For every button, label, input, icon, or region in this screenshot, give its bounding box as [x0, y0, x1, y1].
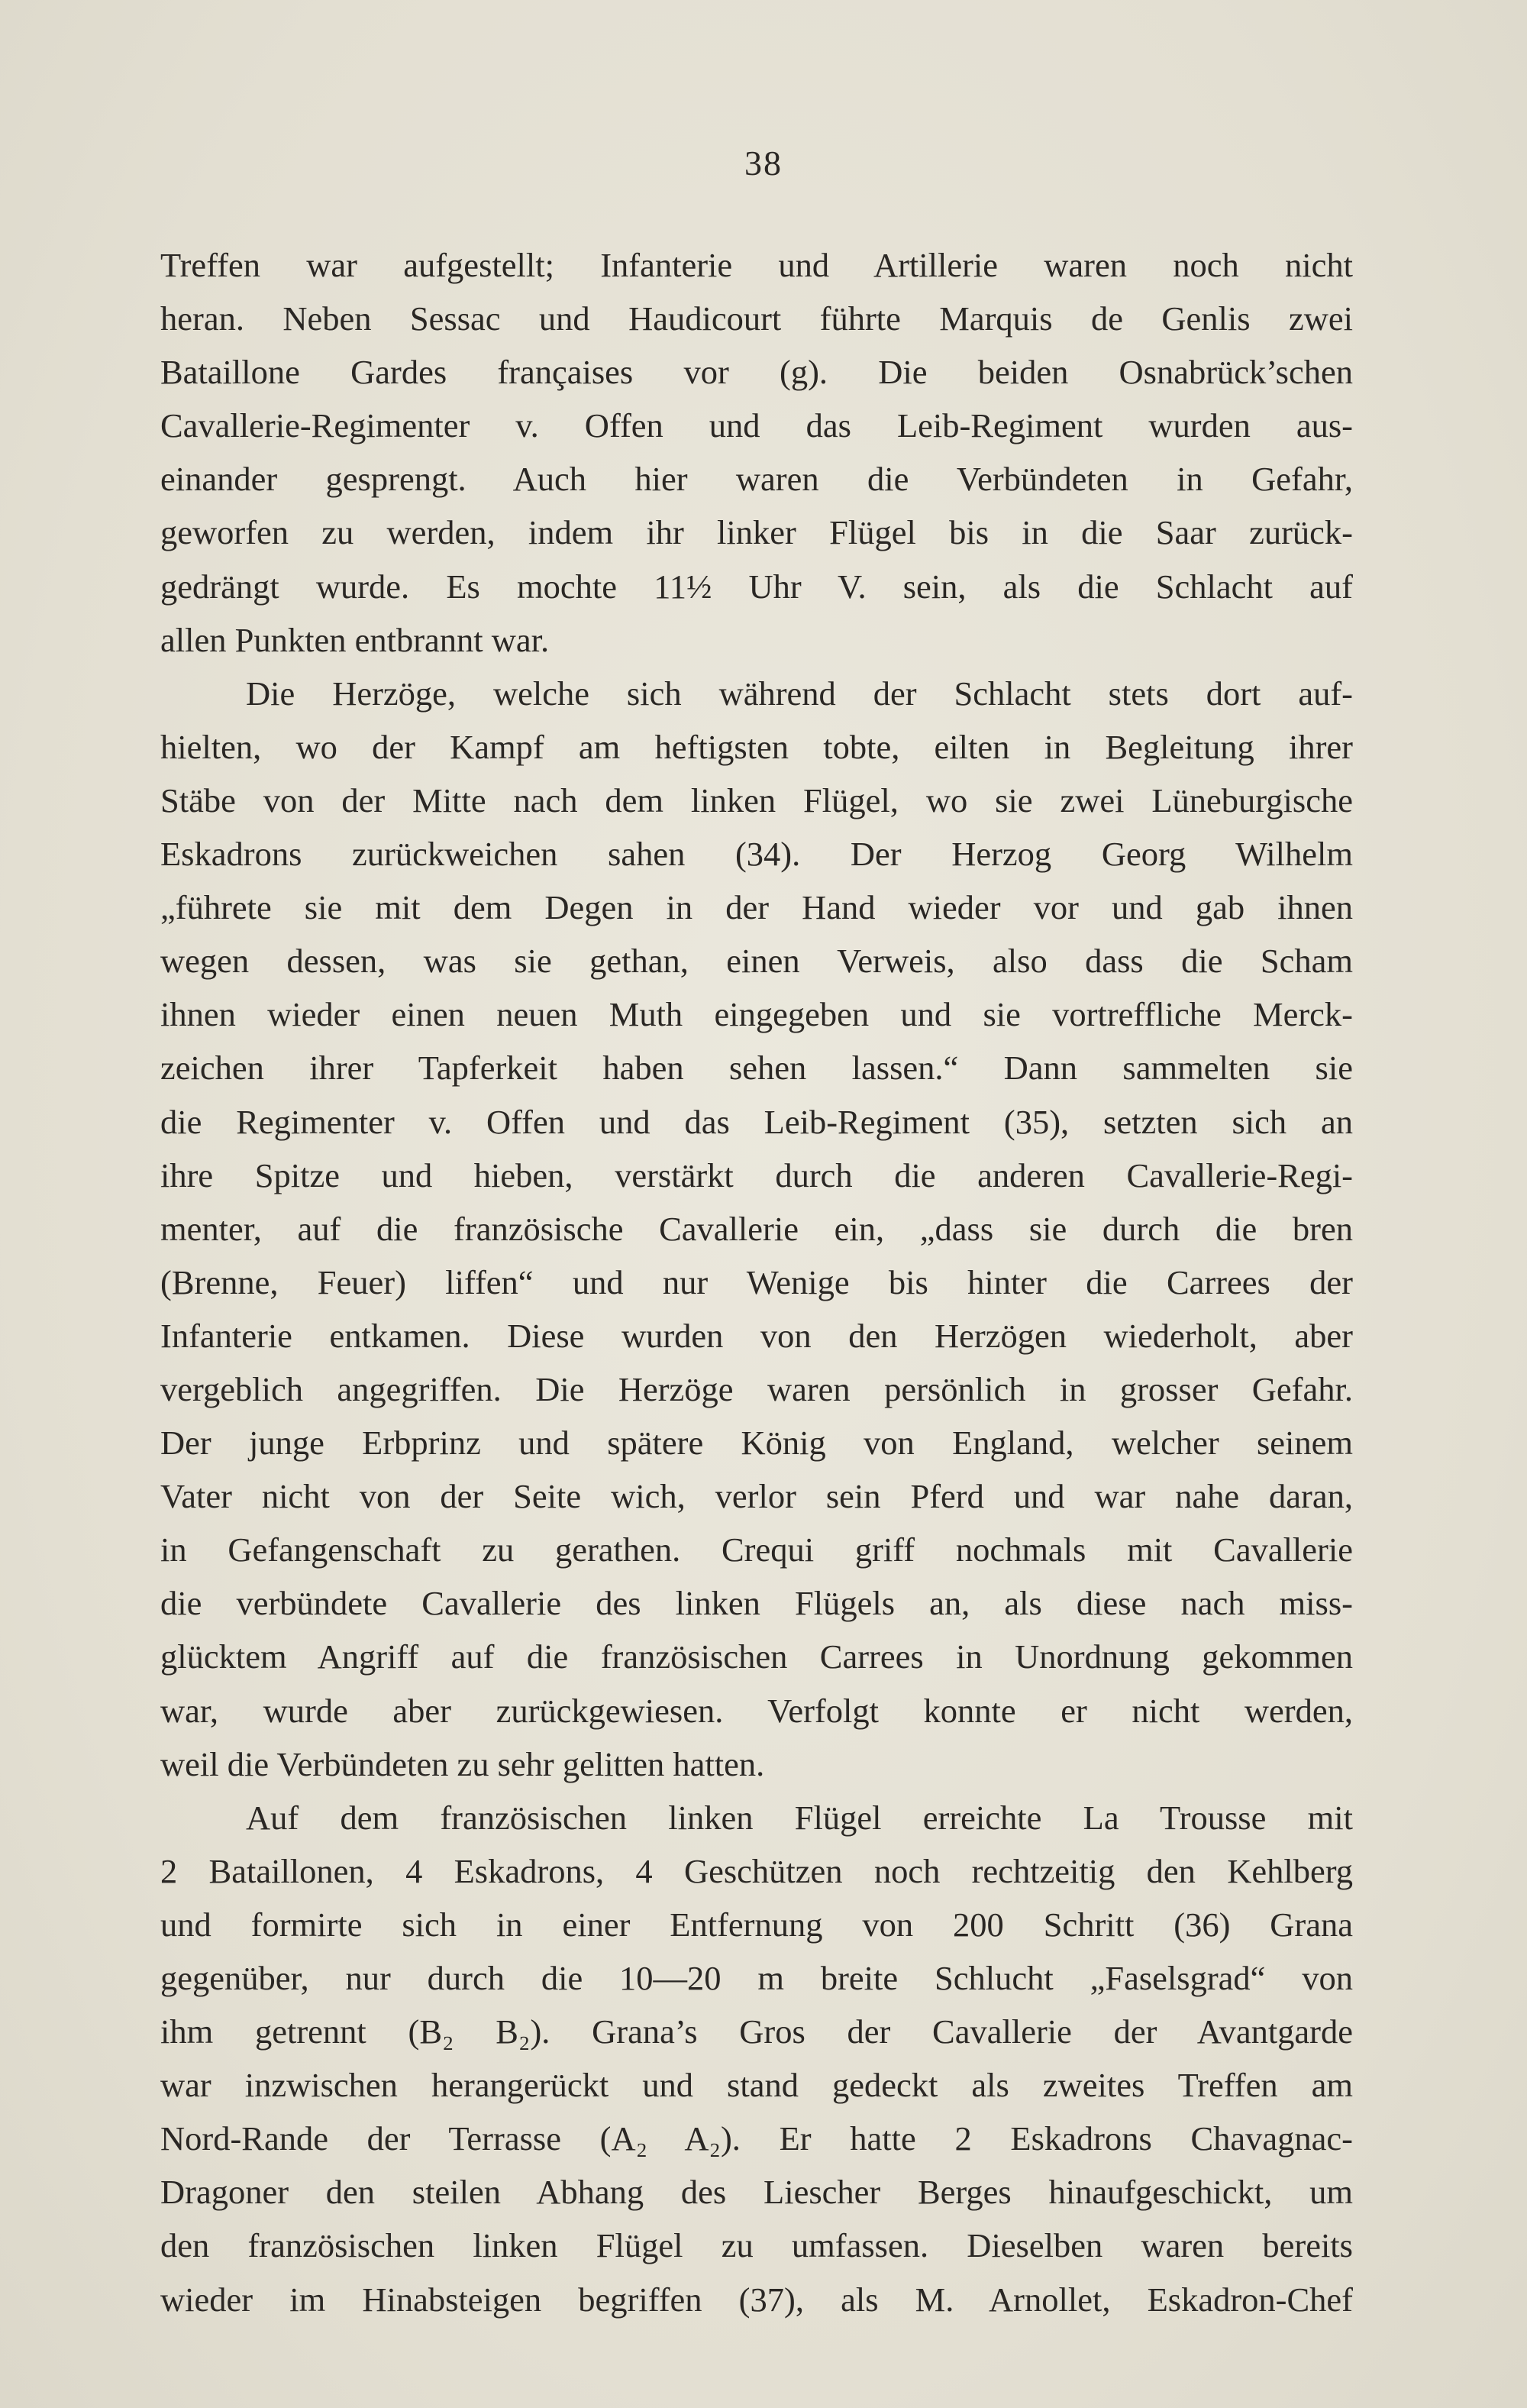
- text-line: hielten, wo der Kampf am heftigsten tobte, eilten in Begleitung ihrer: [160, 727, 1353, 766]
- text-line: Nord-Rande der Terrasse (A₂ A₂). Er hatte 2 Eskadrons Chavagnac-: [160, 2119, 1353, 2158]
- paragraph-3: [160, 1791, 1353, 2326]
- text-line: 2 Bataillonen, 4 Eskadrons, 4 Geschützen noch rechtzeitig den Kehlberg: [160, 1851, 1353, 1890]
- text-line: geworfen zu werden, indem ihr linker Flügel bis in die Saar zurück-: [160, 513, 1353, 552]
- text-line: ihnen wieder einen neuen Muth eingegeben und sie vortreffliche Merck-: [160, 995, 1353, 1034]
- text-line: in Gefangenschaft zu gerathen. Crequi griff nochmals mit Cavallerie: [160, 1530, 1353, 1569]
- paragraph-1: [160, 238, 1353, 667]
- text-line: war, wurde aber zurückgewiesen. Verfolgt konnte er nicht werden,: [160, 1691, 1353, 1730]
- paragraph-2: [160, 667, 1353, 1791]
- text-line: weil die Verbündeten zu sehr gelitten hatten.: [160, 1744, 765, 1783]
- text-line: Stäbe von der Mitte nach dem linken Flügel, wo sie zwei Lüneburgische: [160, 781, 1353, 819]
- text-line: wegen dessen, was sie gethan, einen Verweis, also dass die Scham: [160, 942, 1353, 981]
- text-line: Infanterie entkamen. Diese wurden von den Herzögen wiederholt, aber: [160, 1316, 1353, 1355]
- text-line: vergeblich angegriffen. Die Herzöge waren persönlich in grosser Gefahr.: [160, 1369, 1353, 1408]
- body-text: [160, 238, 1353, 2326]
- text-line: gegenüber, nur durch die 10—20 m breite Schlucht „Faselsgrad“ von: [160, 1959, 1353, 1997]
- text-line: einander gesprengt. Auch hier waren die Verbündeten in Gefahr,: [160, 460, 1353, 499]
- text-line: Eskadrons zurückweichen sahen (34). Der Herzog Georg Wilhelm: [160, 835, 1353, 874]
- page-number: 38: [744, 144, 783, 183]
- text-line: Bataillone Gardes françaises vor (g). Die beiden Osnabrück’schen: [160, 353, 1353, 392]
- text-line: gedrängt wurde. Es mochte 11½ Uhr V. sein, als die Schlacht auf: [160, 567, 1353, 606]
- text-line: ihre Spitze und hieben, verstärkt durch die anderen Cavallerie-Regi-: [160, 1156, 1353, 1194]
- text-line: war inzwischen herangerückt und stand gedeckt als zweites Treffen am: [160, 2066, 1353, 2105]
- text-line: Treffen war aufgestellt; Infanterie und Artillerie waren noch nicht: [160, 246, 1353, 284]
- text-line: den französischen linken Flügel zu umfassen. Dieselben waren bereits: [160, 2226, 1353, 2265]
- text-line: ihm getrennt (B₂ B₂). Grana’s Gros der Cavallerie der Avantgarde: [160, 2012, 1353, 2051]
- text-line: menter, auf die französische Cavallerie ein, „dass sie durch die bren: [160, 1209, 1353, 1248]
- text-line: Cavallerie-Regimenter v. Offen und das Leib-Regiment wurden aus-: [160, 406, 1353, 445]
- text-line: zeichen ihrer Tapferkeit haben sehen lassen.“ Dann sammelten sie: [160, 1049, 1353, 1088]
- text-line: und formirte sich in einer Entfernung von 200 Schritt (36) Grana: [160, 1905, 1353, 1944]
- text-line: die verbündete Cavallerie des linken Flügels an, als diese nach miss-: [160, 1584, 1353, 1623]
- text-line: Auf dem französischen linken Flügel erreichte La Trousse mit: [246, 1798, 1353, 1837]
- text-line: wieder im Hinabsteigen begriffen (37), als M. Arnollet, Eskadron-Chef: [160, 2280, 1353, 2319]
- text-line: Vater nicht von der Seite wich, verlor sein Pferd und war nahe daran,: [160, 1477, 1353, 1516]
- text-line: glücktem Angriff auf die französischen Carrees in Unordnung gekommen: [160, 1637, 1353, 1676]
- text-line: heran. Neben Sessac und Haudicourt führte Marquis de Genlis zwei: [160, 299, 1353, 338]
- text-line: Der junge Erbprinz und spätere König von England, welcher seinem: [160, 1424, 1353, 1463]
- text-line: (Brenne, Feuer) liffen“ und nur Wenige bis hinter die Carrees der: [160, 1262, 1353, 1301]
- text-line: „führete sie mit dem Degen in der Hand wieder vor und gab ihnen: [160, 888, 1353, 927]
- text-line: allen Punkten entbrannt war.: [160, 620, 550, 659]
- text-line: die Regimenter v. Offen und das Leib-Regiment (35), setzten sich an: [160, 1102, 1353, 1141]
- text-line: Die Herzöge, welche sich während der Schlacht stets dort auf-: [246, 674, 1353, 713]
- text-line: Dragoner den steilen Abhang des Liescher Berges hinaufgeschickt, um: [160, 2173, 1353, 2212]
